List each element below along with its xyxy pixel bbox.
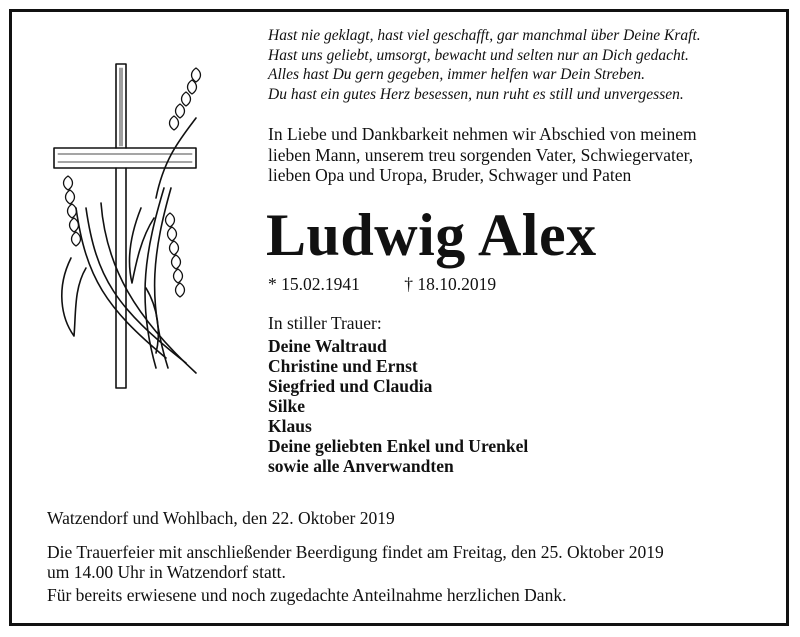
memorial-poem: [268, 26, 778, 104]
birth-date: * 15.02.1941: [268, 274, 360, 294]
mourner-name: Silke: [268, 396, 305, 416]
mourner-name: Christine und Ernst: [268, 356, 418, 376]
poem-line: Du hast ein gutes Herz besessen, nun ruht es still und unvergessen.: [268, 85, 684, 103]
poem-line: Alles hast Du gern gegeben, immer helfen war Dein Streben.: [268, 66, 645, 83]
thanks-note: Für bereits erwiesene und noch zugedachte Anteilnahme herzlichen Dank.: [47, 585, 567, 605]
mourners-list: [268, 336, 528, 476]
deceased-name: Ludwig Alex: [266, 202, 597, 268]
mourner-name: sowie alle Anverwandten: [268, 456, 454, 476]
mourner-name: Deine geliebten Enkel und Urenkel: [268, 436, 529, 456]
place-and-date: Watzendorf und Wohlbach, den 22. Oktober 2019: [47, 508, 395, 528]
intro-line: lieben Opa und Uropa, Bruder, Schwager und Paten: [268, 165, 632, 185]
intro-line: In Liebe und Dankbarkeit nehmen wir Abschied von meinem: [268, 124, 697, 144]
intro-line: lieben Mann, unserem treu sorgenden Vater, Schwiegervater,: [268, 144, 694, 165]
death-date: † 18.10.2019: [404, 274, 497, 294]
poem-line: Hast uns geliebt, umsorgt, bewacht und selten nur an Dich gedacht.: [268, 46, 689, 64]
mourner-name: Deine Waltraud: [268, 336, 387, 356]
cross-with-wheat-icon: [46, 58, 246, 403]
poem-line: Hast nie geklagt, hast viel geschafft, gar manchmal über Deine Kraft.: [268, 27, 701, 44]
mourner-name: Siegfried und Claudia: [268, 376, 433, 396]
mourners-label: In stiller Trauer:: [268, 313, 382, 333]
funeral-line: Die Trauerfeier mit anschließender Beerdigung findet am Freitag, den 25. Oktober 2019: [47, 542, 664, 562]
farewell-intro: [268, 124, 768, 186]
funeral-info: [47, 542, 767, 582]
life-dates: [268, 274, 496, 294]
mourner-name: Klaus: [268, 416, 312, 436]
funeral-line: um 14.00 Uhr in Watzendorf statt.: [47, 562, 286, 582]
